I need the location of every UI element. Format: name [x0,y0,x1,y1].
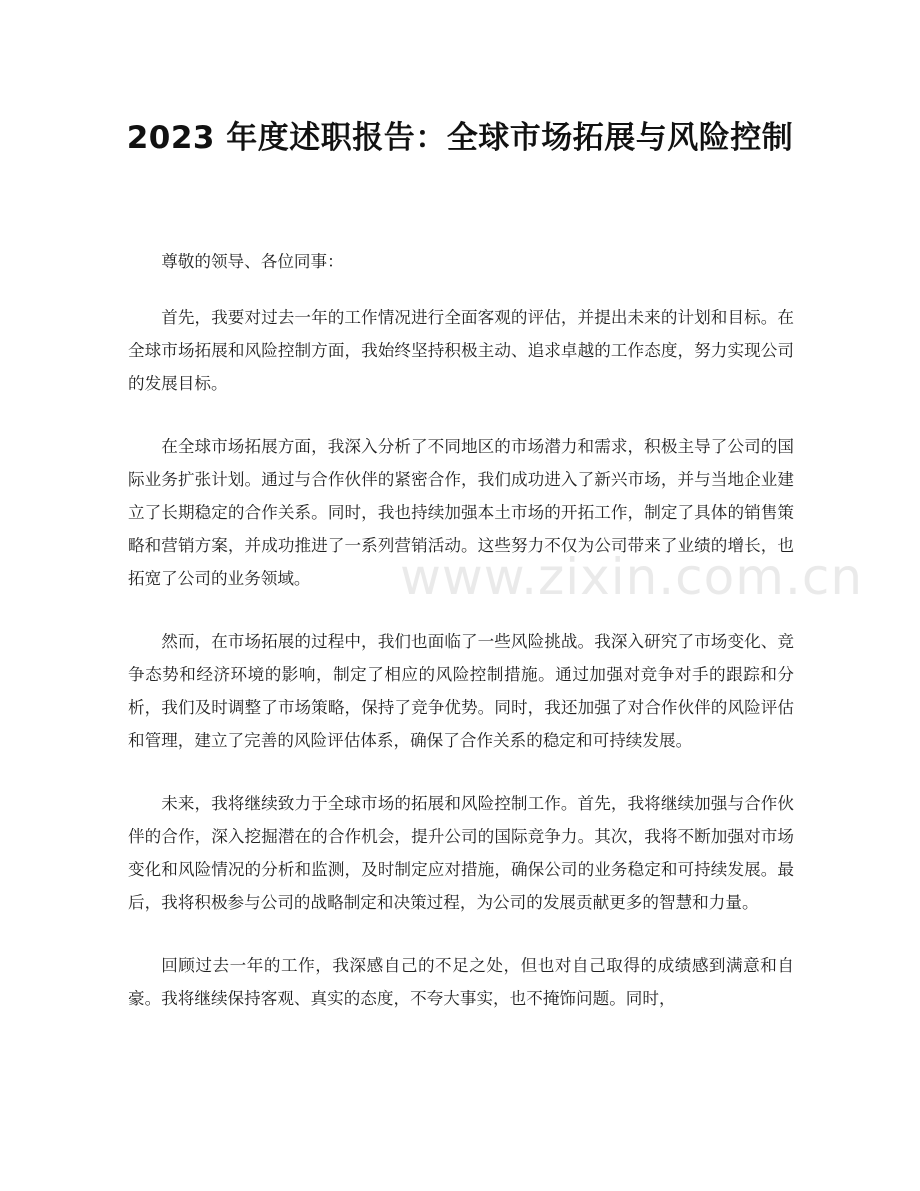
body-paragraph: 未来，我将继续致力于全球市场的拓展和风险控制工作。首先，我将继续加强与合作伙伴的合作，深入挖掘潜在的合作机会，提升公司的国际竞争力。其次，我将不断加强对市场变化和风险情况的分析和监测，及时制定应对措施，确保公司的业务稳定和可持续发展。最后，我将积极参与公司的战略制定和决策过程，为公司的发展贡献更多的智慧和力量。 [128,794,794,912]
document-body [128,245,794,1045]
body-paragraph: 首先，我要对过去一年的工作情况进行全面客观的评估，并提出未来的计划和目标。在全球市场拓展和风险控制方面，我始终坚持积极主动、追求卓越的工作态度，努力实现公司的发展目标。 [128,308,794,393]
salutation-paragraph: 尊敬的领导、各位同事： [161,252,344,271]
watermark-text: www.zixin.com.cn [400,548,864,606]
document-title: 2023 年度述职报告：全球市场拓展与风险控制 [126,120,794,156]
body-paragraph: 回顾过去一年的工作，我深感自己的不足之处，但也对自己取得的成绩感到满意和自豪。我将继续保持客观、真实的态度，不夸大事实，也不掩饰问题。同时， [128,956,794,1008]
body-paragraph: 然而，在市场拓展的过程中，我们也面临了一些风险挑战。我深入研究了市场变化、竞争态势和经济环境的影响，制定了相应的风险控制措施。通过加强对竞争对手的跟踪和分析，我们及时调整了市场策略，保持了竞争优势。同时，我还加强了对合作伙伴的风险评估和管理，建立了完善的风险评估体系，确保了合作关系的稳定和可持续发展。 [128,632,794,750]
body-paragraph: 在全球市场拓展方面，我深入分析了不同地区的市场潜力和需求，积极主导了公司的国际业务扩张计划。通过与合作伙伴的紧密合作，我们成功进入了新兴市场，并与当地企业建立了长期稳定的合作关系。同时，我也持续加强本土市场的开拓工作，制定了具体的销售策略和营销方案，并成功推进了一系列营销活动。这些努力不仅为公司带来了业绩的增长，也拓宽了公司的业务领域。 [128,437,794,588]
